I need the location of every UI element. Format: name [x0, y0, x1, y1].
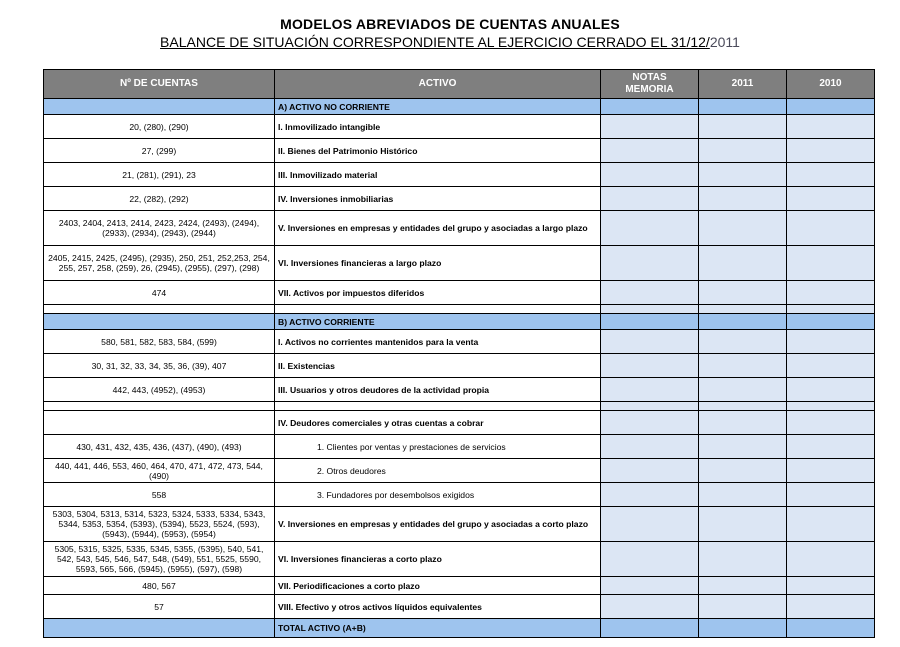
- notas-cell[interactable]: [601, 483, 699, 507]
- value-2011-cell: [699, 314, 787, 330]
- notas-cell[interactable]: [601, 542, 699, 577]
- table-row: [44, 354, 875, 378]
- value-2010-cell[interactable]: [787, 211, 875, 246]
- value-2011-cell[interactable]: [699, 115, 787, 139]
- notas-cell[interactable]: [601, 281, 699, 305]
- notas-cell[interactable]: [601, 507, 699, 542]
- table-row: [44, 246, 875, 281]
- activo-cell: TOTAL ACTIVO (A+B): [275, 619, 601, 638]
- value-2010-cell[interactable]: [787, 187, 875, 211]
- accounts-cell: 2403, 2404, 2413, 2414, 2423, 2424, (2493), (2494), (2933), (2934), (2943), (2944): [44, 211, 275, 246]
- notas-cell[interactable]: [601, 187, 699, 211]
- value-2011-cell[interactable]: [699, 139, 787, 163]
- table-row: [44, 435, 875, 459]
- table-row: [44, 115, 875, 139]
- page-title: MODELOS ABREVIADOS DE CUENTAS ANUALES: [280, 16, 620, 32]
- value-2010-cell[interactable]: [787, 459, 875, 483]
- value-2011-cell[interactable]: [699, 459, 787, 483]
- spacer-cell: [275, 402, 601, 411]
- spacer-row: [44, 402, 875, 411]
- activo-cell: VII. Activos por impuestos diferidos: [275, 281, 601, 305]
- notas-cell[interactable]: [601, 354, 699, 378]
- accounts-cell: 474: [44, 281, 275, 305]
- value-2011-cell[interactable]: [699, 354, 787, 378]
- value-2010-cell[interactable]: [787, 577, 875, 595]
- activo-cell: VIII. Efectivo y otros activos líquidos equivalentes: [275, 595, 601, 619]
- activo-cell: V. Inversiones en empresas y entidades del grupo y asociadas a largo plazo: [275, 211, 601, 246]
- notas-cell[interactable]: [601, 577, 699, 595]
- spacer-cell: [787, 305, 875, 314]
- accounts-cell: [44, 411, 275, 435]
- value-2010-cell[interactable]: [787, 330, 875, 354]
- spacer-cell: [44, 305, 275, 314]
- notas-cell[interactable]: [601, 435, 699, 459]
- notas-cell[interactable]: [601, 459, 699, 483]
- value-2010-cell[interactable]: [787, 595, 875, 619]
- value-2010-cell[interactable]: [787, 139, 875, 163]
- table-row: [44, 459, 875, 483]
- total-row: [44, 619, 875, 638]
- value-2010-cell[interactable]: [787, 354, 875, 378]
- spacer-cell: [601, 305, 699, 314]
- subtitle-year: 2011: [709, 34, 740, 50]
- accounts-cell: 57: [44, 595, 275, 619]
- accounts-cell: 20, (280), (290): [44, 115, 275, 139]
- value-2010-cell[interactable]: [787, 281, 875, 305]
- value-2010-cell[interactable]: [787, 246, 875, 281]
- table-row: [44, 483, 875, 507]
- notas-cell[interactable]: [601, 139, 699, 163]
- table-row: [44, 139, 875, 163]
- activo-cell: VII. Periodificaciones a corto plazo: [275, 577, 601, 595]
- table-row: [44, 378, 875, 402]
- accounts-cell: [44, 314, 275, 330]
- accounts-cell: 5305, 5315, 5325, 5335, 5345, 5355, (5395), 540, 541, 542, 543, 545, 546, 547, 548, (549), 551, 5525, 5590, 5593, 565, 566, (5945), (5955), (597), (598): [44, 542, 275, 577]
- activo-cell: III. Usuarios y otros deudores de la actividad propia: [275, 378, 601, 402]
- value-2010-cell[interactable]: [787, 483, 875, 507]
- accounts-cell: [44, 99, 275, 115]
- activo-cell: 3. Fundadores por desembolsos exigidos: [275, 483, 601, 507]
- balance-table: [43, 69, 875, 638]
- value-2010-cell[interactable]: [787, 542, 875, 577]
- table-row: [44, 211, 875, 246]
- table-row: [44, 577, 875, 595]
- value-2011-cell: [699, 99, 787, 115]
- value-2011-cell[interactable]: [699, 507, 787, 542]
- value-2011-cell[interactable]: [699, 211, 787, 246]
- accounts-cell: 580, 581, 582, 583, 584, (599): [44, 330, 275, 354]
- value-2011-cell[interactable]: [699, 483, 787, 507]
- value-2011-cell[interactable]: [699, 577, 787, 595]
- table-row: [44, 163, 875, 187]
- activo-cell: II. Bienes del Patrimonio Histórico: [275, 139, 601, 163]
- activo-cell: V. Inversiones en empresas y entidades del grupo y asociadas a corto plazo: [275, 507, 601, 542]
- value-2010-cell[interactable]: [787, 163, 875, 187]
- value-2011-cell[interactable]: [699, 378, 787, 402]
- activo-cell: A) ACTIVO NO CORRIENTE: [275, 99, 601, 115]
- notas-cell[interactable]: [601, 246, 699, 281]
- activo-cell: 2. Otros deudores: [275, 459, 601, 483]
- section-row: [44, 314, 875, 330]
- activo-cell: VI. Inversiones financieras a corto plazo: [275, 542, 601, 577]
- notas-cell: [601, 314, 699, 330]
- value-2011-cell[interactable]: [699, 163, 787, 187]
- notas-cell[interactable]: [601, 115, 699, 139]
- col-header-activo: ACTIVO: [275, 70, 601, 99]
- value-2011-cell[interactable]: [699, 595, 787, 619]
- table-row: [44, 281, 875, 305]
- value-2010-cell: [787, 314, 875, 330]
- value-2011-cell[interactable]: [699, 246, 787, 281]
- accounts-cell: 27, (299): [44, 139, 275, 163]
- table-row: [44, 187, 875, 211]
- accounts-cell: 558: [44, 483, 275, 507]
- activo-cell: IV. Deudores comerciales y otras cuentas a cobrar: [275, 411, 601, 435]
- col-header-accounts: Nº DE CUENTAS: [44, 70, 275, 99]
- table-row: [44, 542, 875, 577]
- value-2011-cell[interactable]: [699, 411, 787, 435]
- activo-cell: B) ACTIVO CORRIENTE: [275, 314, 601, 330]
- value-2011-cell[interactable]: [699, 187, 787, 211]
- value-2010-cell[interactable]: [787, 507, 875, 542]
- value-2010-cell[interactable]: [787, 411, 875, 435]
- notas-cell[interactable]: [601, 211, 699, 246]
- activo-cell: I. Inmovilizado intangible: [275, 115, 601, 139]
- table-row: [44, 411, 875, 435]
- accounts-cell: 480, 567: [44, 577, 275, 595]
- accounts-cell: 442, 443, (4952), (4953): [44, 378, 275, 402]
- accounts-cell: 22, (282), (292): [44, 187, 275, 211]
- notas-cell[interactable]: [601, 595, 699, 619]
- value-2011-cell[interactable]: [699, 619, 787, 638]
- activo-cell: 1. Clientes por ventas y prestaciones de servicios: [275, 435, 601, 459]
- accounts-cell: 2405, 2415, 2425, (2495), (2935), 250, 251, 252,253, 254, 255, 257, 258, (259), 26, (2945), (2955), (297), (298): [44, 246, 275, 281]
- spacer-cell: [787, 402, 875, 411]
- activo-cell: VI. Inversiones financieras a largo plazo: [275, 246, 601, 281]
- spacer-cell: [699, 402, 787, 411]
- value-2010-cell[interactable]: [787, 378, 875, 402]
- spacer-row: [44, 305, 875, 314]
- accounts-cell: 30, 31, 32, 33, 34, 35, 36, (39), 407: [44, 354, 275, 378]
- notas-cell[interactable]: [601, 411, 699, 435]
- subtitle-main: BALANCE DE SITUACIÓN CORRESPONDIENTE AL EJERCICIO CERRADO EL 31/12/: [160, 34, 710, 50]
- notas-cell[interactable]: [601, 163, 699, 187]
- col-header-notas-line1: NOTAS: [632, 72, 667, 83]
- accounts-cell: 21, (281), (291), 23: [44, 163, 275, 187]
- value-2010-cell[interactable]: [787, 115, 875, 139]
- value-2011-cell[interactable]: [699, 330, 787, 354]
- value-2011-cell[interactable]: [699, 281, 787, 305]
- spacer-cell: [275, 305, 601, 314]
- accounts-cell: 430, 431, 432, 435, 436, (437), (490), (493): [44, 435, 275, 459]
- accounts-cell: [44, 619, 275, 638]
- col-header-2010: 2010: [787, 70, 875, 99]
- col-header-notas-line2: MEMORIA: [625, 84, 674, 95]
- spacer-cell: [601, 402, 699, 411]
- table-row: [44, 507, 875, 542]
- activo-cell: IV. Inversiones inmobiliarias: [275, 187, 601, 211]
- activo-cell: III. Inmovilizado material: [275, 163, 601, 187]
- accounts-cell: 5303, 5304, 5313, 5314, 5323, 5324, 5333, 5334, 5343, 5344, 5353, 5354, (5393), (5394), 5523, 5524, (593), (5943), (5944), (5953), (5954): [44, 507, 275, 542]
- value-2010-cell[interactable]: [787, 619, 875, 638]
- spacer-cell: [699, 305, 787, 314]
- table-row: [44, 330, 875, 354]
- page-subtitle: [0, 34, 900, 50]
- notas-cell[interactable]: [601, 378, 699, 402]
- col-header-notas: [601, 70, 699, 99]
- value-2010-cell: [787, 99, 875, 115]
- table-row: [44, 595, 875, 619]
- value-2011-cell[interactable]: [699, 542, 787, 577]
- table-header-row: [44, 70, 875, 99]
- value-2010-cell[interactable]: [787, 435, 875, 459]
- col-header-2011: 2011: [699, 70, 787, 99]
- section-row: [44, 99, 875, 115]
- notas-cell: [601, 99, 699, 115]
- accounts-cell: 440, 441, 446, 553, 460, 464, 470, 471, 472, 473, 544, (490): [44, 459, 275, 483]
- activo-cell: I. Activos no corrientes mantenidos para la venta: [275, 330, 601, 354]
- spacer-cell: [44, 402, 275, 411]
- notas-cell[interactable]: [601, 330, 699, 354]
- notas-cell[interactable]: [601, 619, 699, 638]
- value-2011-cell[interactable]: [699, 435, 787, 459]
- activo-cell: II. Existencias: [275, 354, 601, 378]
